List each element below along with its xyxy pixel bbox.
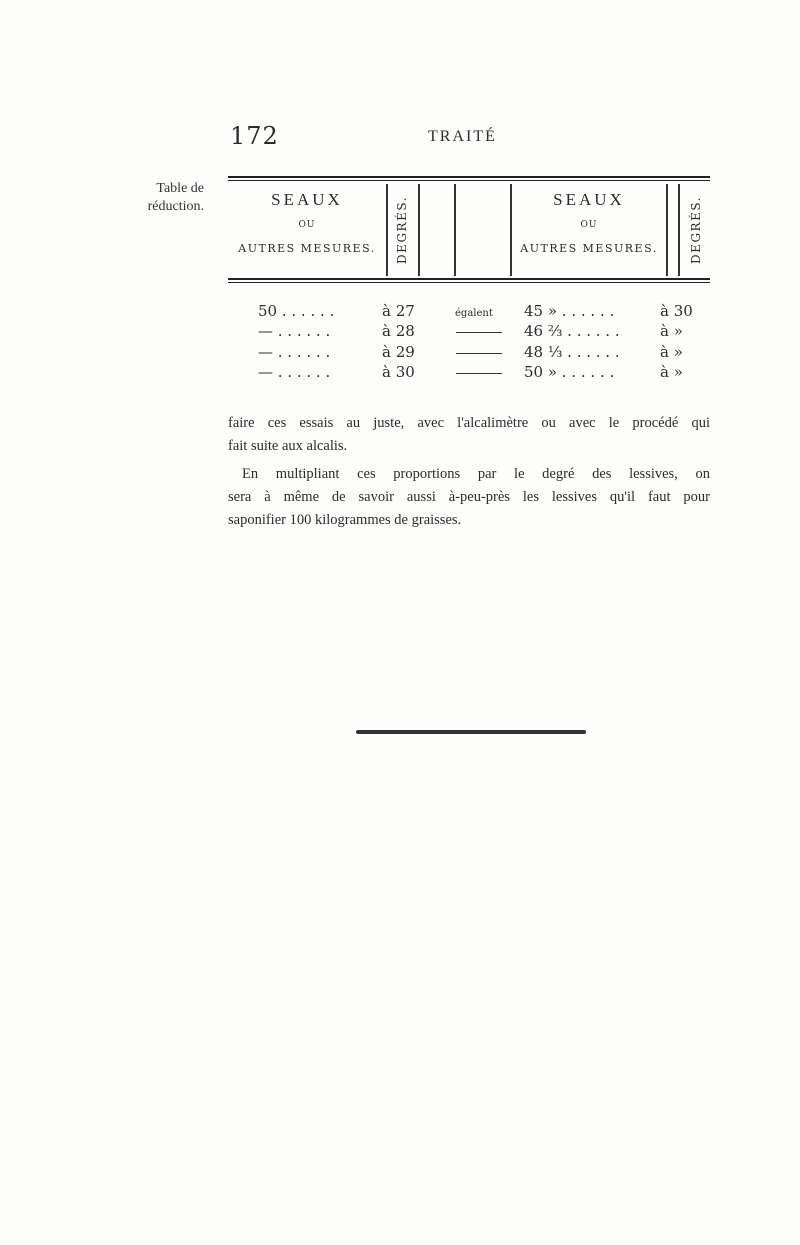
paragraph-1-line-2: fait suite aux alcalis. [228, 438, 348, 454]
table-top-rule [228, 176, 710, 178]
row1-left-deg: à 27 [382, 302, 415, 320]
col-degres-right [686, 184, 706, 276]
margin-note-line2: réduction. [147, 199, 204, 214]
col-seaux-left-title: SEAUX [271, 190, 343, 209]
table-bottom-rule [228, 278, 710, 280]
paragraph-2-line-1: En multipliant ces proportions par le degré des lessives, on [242, 466, 710, 482]
row2-right-qty: 46 ⅔ . . . . . . [524, 322, 620, 340]
col-seaux-right-title: SEAUX [553, 190, 625, 209]
table-top-rule-thin [228, 180, 710, 181]
col-degres-left [392, 184, 412, 276]
row1-right-deg: à 30 [660, 302, 693, 320]
page-number: 172 [230, 122, 279, 150]
col-seaux-left [228, 190, 386, 255]
col-seaux-left-autres: AUTRES MESURES. [238, 242, 376, 255]
row3-right-deg: à » [660, 343, 683, 361]
row4-left-qty: — . . . . . . [258, 363, 331, 381]
col-degres-right-title: DEGRÉS. [689, 196, 703, 264]
col-seaux-right [514, 190, 664, 255]
row1-right-qty: 45 » . . . . . . [524, 302, 615, 320]
paragraph-1 [228, 412, 710, 458]
col-seaux-right-autres: AUTRES MESURES. [520, 242, 658, 255]
col-divider [678, 184, 680, 276]
paragraph-2 [228, 463, 710, 532]
reduction-table-header [228, 176, 710, 284]
running-head: TRAITÉ [428, 128, 497, 145]
row2-left-qty: — . . . . . . [258, 322, 331, 340]
col-divider [418, 184, 420, 276]
row4-right-qty: 50 » . . . . . . [524, 363, 615, 381]
equals-dash [456, 373, 502, 374]
paragraph-1-line-1: faire ces essais au juste, avec l'alcalimètre ou avec le procédé qui [228, 415, 710, 431]
equals-dash [456, 332, 502, 333]
col-divider [386, 184, 388, 276]
closing-rule-ornament [356, 730, 586, 734]
margin-note [112, 180, 204, 216]
row1-left-qty: 50 . . . . . . [258, 302, 335, 320]
table-bottom-rule-thin [228, 282, 710, 283]
row2-right-deg: à » [660, 322, 683, 340]
row2-left-deg: à 28 [382, 322, 415, 340]
row3-left-qty: — . . . . . . [258, 343, 331, 361]
col-divider [454, 184, 456, 276]
paragraph-2-line-3: saponifier 100 kilogrammes de graisses. [228, 512, 462, 528]
col-degres-left-title: DEGRÉS. [395, 196, 409, 264]
row3-right-qty: 48 ⅓ . . . . . . [524, 343, 620, 361]
col-divider [510, 184, 512, 276]
equals-dash [456, 353, 502, 354]
margin-note-line1: Table de [156, 181, 204, 196]
row4-left-deg: à 30 [382, 363, 415, 381]
paragraph-2-line-2: sera à même de savoir aussi à-peu-près les lessives qu'il faut pour [228, 489, 710, 505]
equals-word: égalent [455, 308, 493, 319]
row3-left-deg: à 29 [382, 343, 415, 361]
col-divider [666, 184, 668, 276]
col-seaux-right-ou: OU [580, 220, 598, 230]
col-seaux-left-ou: OU [298, 220, 316, 230]
row4-right-deg: à » [660, 363, 683, 381]
